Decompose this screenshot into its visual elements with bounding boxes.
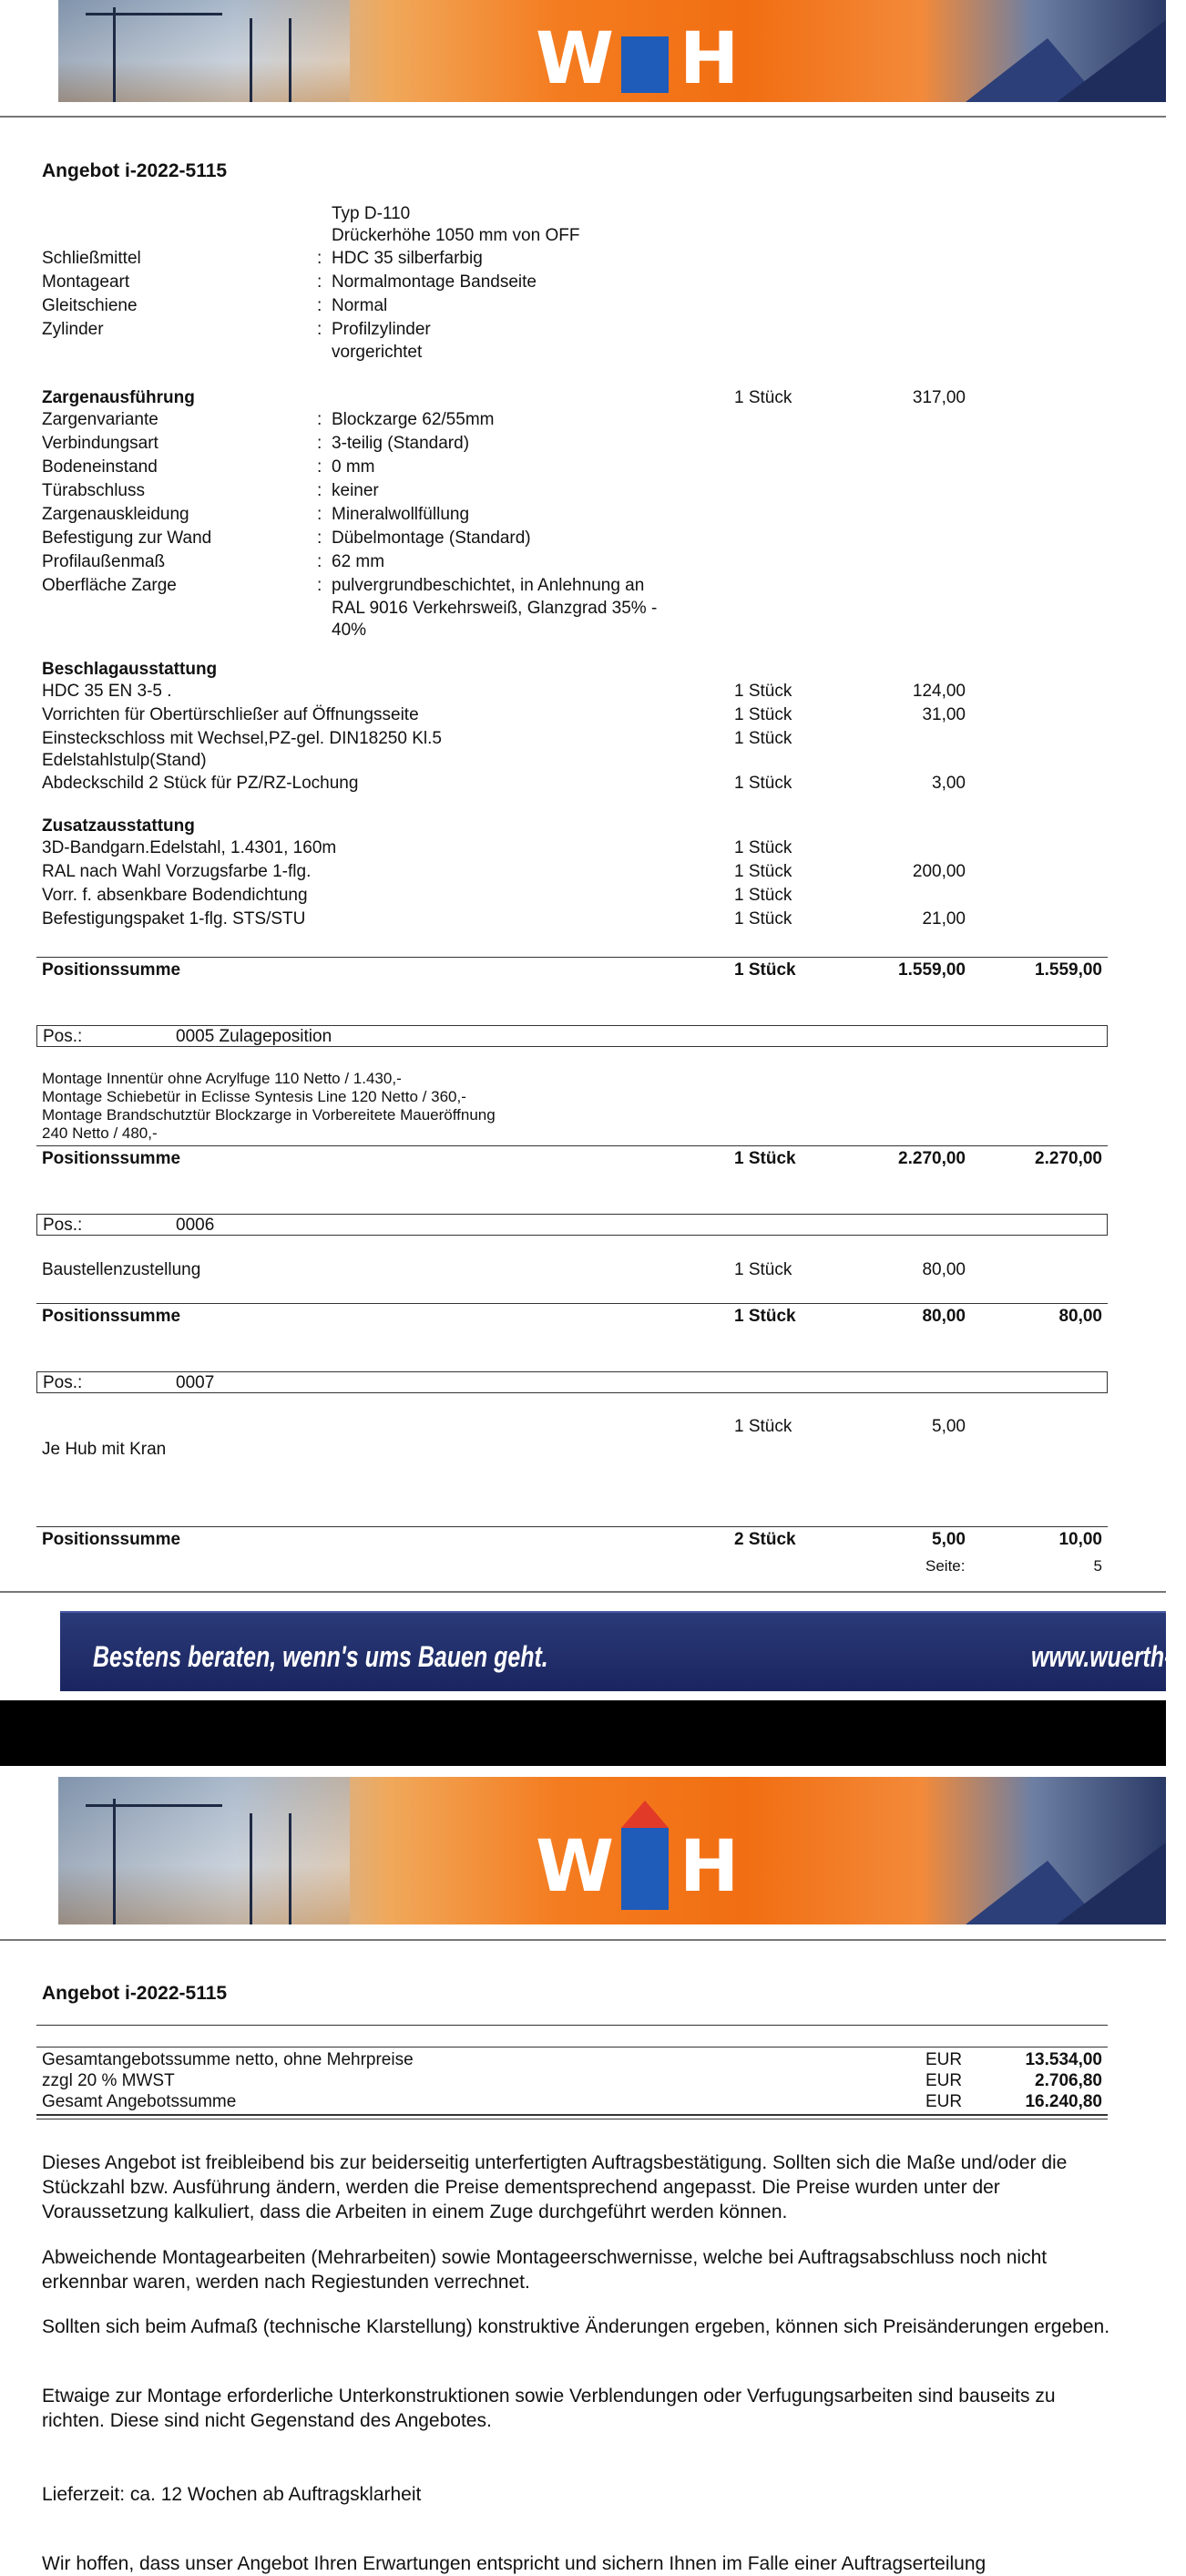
mountain-graphic-dark bbox=[1057, 1842, 1166, 1924]
zargen-colon: : bbox=[317, 481, 322, 500]
position-header bbox=[36, 1214, 1108, 1236]
zusatz-qty: 1 Stück bbox=[734, 838, 792, 857]
mountain-graphic-dark bbox=[1057, 20, 1166, 102]
page-divider bbox=[0, 1591, 1166, 1593]
beschlag-item: HDC 35 EN 3-5 . bbox=[42, 682, 172, 701]
pos-number: 0006 bbox=[176, 1216, 215, 1235]
logo-letter-w: W bbox=[536, 1826, 615, 1908]
beschlag-price: 31,00 bbox=[922, 705, 966, 724]
zargen-colon: : bbox=[317, 576, 322, 595]
pos5-line: Montage Brandschutztür Blockzarge in Vorbereitete Maueröffnung bbox=[42, 1106, 496, 1124]
spec-colon: : bbox=[317, 249, 322, 268]
zargen-value: 0 mm bbox=[332, 457, 375, 477]
scaffold-graphic bbox=[250, 18, 291, 102]
logo-letter-w: W bbox=[536, 18, 615, 100]
pos6-item: Baustellenzustellung bbox=[42, 1260, 201, 1279]
zargen-label: Oberfläche Zarge bbox=[42, 576, 177, 595]
totals-label: zzgl 20 % MWST bbox=[42, 2071, 175, 2090]
position-sum-label: Positionssumme bbox=[42, 1149, 181, 1168]
totals-bottom-rule bbox=[36, 2114, 1108, 2116]
terms-paragraph: Etwaige zur Montage erforderliche Unterkonstruktionen sowie Verblendungen oder Verfugungsarbeiten sind bauseits zu richten. Diese sind nicht Gegenstand des Angebotes. bbox=[42, 2386, 1056, 2431]
totals-label: Gesamt Angebotssumme bbox=[42, 2092, 237, 2111]
zargen-value: 62 mm bbox=[332, 552, 385, 571]
beschlag-price: 124,00 bbox=[912, 682, 966, 701]
pos7-qty: 1 Stück bbox=[734, 1417, 792, 1436]
pos-label: Pos.: bbox=[43, 1373, 83, 1392]
pos-number: 0005 Zulageposition bbox=[176, 1027, 332, 1046]
sum-rule bbox=[36, 957, 1108, 958]
pos5-line: 240 Netto / 480,- bbox=[42, 1124, 158, 1142]
pos7-item: Je Hub mit Kran bbox=[42, 1440, 167, 1459]
section-heading-beschlag: Beschlagausstattung bbox=[42, 660, 218, 679]
zargen-colon: : bbox=[317, 552, 322, 571]
zargen-label: Profilaußenmaß bbox=[42, 552, 166, 571]
beschlag-price: 3,00 bbox=[932, 774, 966, 793]
terms-paragraph: Sollten sich beim Aufmaß (technische Klarstellung) konstruktive Änderungen ergeben, können sich Preisänderungen ergeben. bbox=[42, 2316, 1110, 2337]
totals-currency: EUR bbox=[925, 2071, 963, 2090]
zusatz-item: RAL nach Wahl Vorzugsfarbe 1-flg. bbox=[42, 862, 312, 881]
beschlag-qty: 1 Stück bbox=[734, 729, 792, 748]
crane-graphic bbox=[113, 7, 118, 102]
position-sum-unit: 1.559,00 bbox=[898, 960, 966, 980]
spec-label: Gleitschiene bbox=[42, 296, 138, 315]
page-label: Seite: bbox=[925, 1557, 966, 1575]
zargen-colon: : bbox=[317, 457, 322, 477]
pos5-line: Montage Innentür ohne Acrylfuge 110 Netto / 1.430,- bbox=[42, 1070, 402, 1087]
zargen-label: Türabschluss bbox=[42, 481, 145, 500]
totals-label: Gesamtangebotssumme netto, ohne Mehrpreise bbox=[42, 2050, 414, 2069]
banner-sky bbox=[58, 1777, 350, 1924]
footer-url: www.wuerth-h bbox=[1031, 1640, 1186, 1673]
zargen-value-continued: 40% bbox=[332, 621, 367, 640]
pos-label: Pos.: bbox=[43, 1027, 83, 1046]
zargen-label: Zargenauskleidung bbox=[42, 505, 189, 524]
spec-value: Normalmontage Bandseite bbox=[332, 272, 537, 292]
spec-colon: : bbox=[317, 296, 322, 315]
position-sum-unit: 5,00 bbox=[932, 1530, 966, 1549]
zusatz-item: Vorr. f. absenkbare Bodendichtung bbox=[42, 886, 308, 905]
position-sum-unit: 80,00 bbox=[922, 1307, 966, 1326]
zargen-label: Bodeneinstand bbox=[42, 457, 158, 477]
spec-label: Schließmittel bbox=[42, 249, 141, 268]
company-logo bbox=[525, 1777, 752, 1924]
terms-paragraph: Dieses Angebot ist freibleibend bis zur beiderseitig unterfertigten Auftragsbestätigung. Sollten sich die Maße und/oder die Stückzahl bzw. Ausführung ändern, werden die Preise dementsprechend angepasst. Die Preise wurden unter der Voraussetzung kalkuliert, dass die Arbeiten in einem Zuge durchgeführt werden können. bbox=[42, 2152, 1068, 2222]
zargen-price: 317,00 bbox=[912, 388, 966, 407]
beschlag-item: Einsteckschloss mit Wechsel,PZ-gel. DIN18250 Kl.5 bbox=[42, 729, 442, 748]
position-sum-qty: 1 Stück bbox=[734, 960, 796, 980]
sum-rule bbox=[36, 1526, 1108, 1527]
offer-title: Angebot i-2022-5115 bbox=[42, 160, 228, 181]
spec-type: Typ D-110 bbox=[332, 204, 411, 223]
spec-label: Montageart bbox=[42, 272, 130, 292]
header-divider bbox=[0, 1939, 1166, 1941]
terms-paragraph: Abweichende Montagearbeiten (Mehrarbeiten) sowie Montageerschwernisse, welche bei Auftragsabschluss noch nicht erkennbar waren, werden nach Regiestunden verrechnet. bbox=[42, 2247, 1048, 2293]
spec-value: HDC 35 silberfarbig bbox=[332, 249, 483, 268]
spec-value: Normal bbox=[332, 296, 388, 315]
sum-rule bbox=[36, 1303, 1108, 1304]
totals-value: 13.534,00 bbox=[1025, 2050, 1102, 2069]
position-sum-unit: 2.270,00 bbox=[898, 1149, 966, 1168]
zargen-label: Zargenvariante bbox=[42, 410, 158, 429]
totals-value: 16.240,80 bbox=[1025, 2092, 1102, 2111]
pos6-qty: 1 Stück bbox=[734, 1260, 792, 1279]
beschlag-qty: 1 Stück bbox=[734, 705, 792, 724]
beschlag-item: Abdeckschild 2 Stück für PZ/RZ-Lochung bbox=[42, 774, 359, 793]
zargen-label: Befestigung zur Wand bbox=[42, 529, 212, 548]
logo-letter-h: H bbox=[680, 1826, 740, 1908]
header-banner bbox=[58, 0, 1166, 102]
zargen-colon: : bbox=[317, 410, 322, 429]
position-sum-label: Positionssumme bbox=[42, 960, 181, 980]
position-sum-total: 10,00 bbox=[1058, 1530, 1102, 1549]
spec-handle-height: Drückerhöhe 1050 mm von OFF bbox=[332, 226, 580, 245]
pos-number: 0007 bbox=[176, 1373, 215, 1392]
logo-block-icon bbox=[621, 1828, 669, 1910]
zargen-value: Dübelmontage (Standard) bbox=[332, 529, 531, 548]
position-sum-label: Positionssumme bbox=[42, 1307, 181, 1326]
zusatz-item: Befestigungspaket 1-flg. STS/STU bbox=[42, 909, 306, 929]
position-sum-total: 1.559,00 bbox=[1035, 960, 1102, 980]
crane-boom bbox=[86, 13, 222, 15]
page-separator bbox=[0, 1700, 1166, 1766]
zargen-label: Verbindungsart bbox=[42, 434, 158, 453]
pos-label: Pos.: bbox=[43, 1216, 83, 1235]
zusatz-qty: 1 Stück bbox=[734, 886, 792, 905]
header-banner bbox=[58, 1777, 1166, 1924]
header-divider bbox=[0, 116, 1166, 118]
zargen-value: Blockzarge 62/55mm bbox=[332, 410, 495, 429]
zargen-value-continued: RAL 9016 Verkehrsweiß, Glanzgrad 35% - bbox=[332, 599, 658, 618]
zargen-value: Mineralwollfüllung bbox=[332, 505, 470, 524]
spec-colon: : bbox=[317, 320, 322, 339]
sum-rule bbox=[36, 1145, 1108, 1146]
zusatz-price: 21,00 bbox=[922, 909, 966, 929]
totals-currency: EUR bbox=[925, 2050, 963, 2069]
position-header bbox=[36, 1025, 1108, 1047]
zusatz-item: 3D-Bandgarn.Edelstahl, 1.4301, 160m bbox=[42, 838, 337, 857]
footer-slogan: Bestens beraten, wenn's ums Bauen geht. bbox=[93, 1640, 548, 1673]
company-logo bbox=[525, 0, 752, 102]
crane-graphic bbox=[113, 1799, 118, 1924]
logo-block-icon bbox=[621, 36, 669, 93]
zusatz-qty: 1 Stück bbox=[734, 909, 792, 929]
delivery-time: Lieferzeit: ca. 12 Wochen ab Auftragsklarheit bbox=[42, 2484, 422, 2505]
beschlag-qty: 1 Stück bbox=[734, 682, 792, 701]
scaffold-graphic bbox=[250, 1813, 291, 1924]
spec-value-continued: vorgerichtet bbox=[332, 343, 423, 362]
position-sum-qty: 2 Stück bbox=[734, 1530, 796, 1549]
position-sum-qty: 1 Stück bbox=[734, 1149, 796, 1168]
pos6-price: 80,00 bbox=[922, 1260, 966, 1279]
totals-value: 2.706,80 bbox=[1035, 2071, 1102, 2090]
position-sum-total: 80,00 bbox=[1058, 1307, 1102, 1326]
totals-top-rule bbox=[36, 2025, 1108, 2026]
zargen-value: 3-teilig (Standard) bbox=[332, 434, 470, 453]
pos5-line: Montage Schiebetür in Eclisse Syntesis Line 120 Netto / 360,- bbox=[42, 1088, 466, 1105]
position-sum-label: Positionssumme bbox=[42, 1530, 181, 1549]
crane-boom bbox=[86, 1804, 222, 1807]
zargen-value: pulvergrundbeschichtet, in Anlehnung an bbox=[332, 576, 645, 595]
spec-colon: : bbox=[317, 272, 322, 292]
logo-roof-icon bbox=[621, 1801, 669, 1828]
beschlag-qty: 1 Stück bbox=[734, 774, 792, 793]
zargen-value: keiner bbox=[332, 481, 379, 500]
position-sum-qty: 1 Stück bbox=[734, 1307, 796, 1326]
totals-currency: EUR bbox=[925, 2092, 963, 2111]
zusatz-price: 200,00 bbox=[912, 862, 966, 881]
position-sum-total: 2.270,00 bbox=[1035, 1149, 1102, 1168]
zargen-colon: : bbox=[317, 434, 322, 453]
spec-label: Zylinder bbox=[42, 320, 104, 339]
offer-title: Angebot i-2022-5115 bbox=[42, 1983, 228, 2004]
pos7-price: 5,00 bbox=[932, 1417, 966, 1436]
logo-letter-h: H bbox=[680, 18, 740, 100]
footer-banner bbox=[60, 1611, 1186, 1691]
zargen-colon: : bbox=[317, 529, 322, 548]
spec-value: Profilzylinder bbox=[332, 320, 431, 339]
beschlag-item: Vorrichten für Obertürschließer auf Öffnungsseite bbox=[42, 705, 419, 724]
page-number: 5 bbox=[1093, 1557, 1102, 1575]
beschlag-item: Edelstahlstulp(Stand) bbox=[42, 751, 207, 770]
section-heading-zargen: Zargenausführung bbox=[42, 388, 195, 407]
zusatz-qty: 1 Stück bbox=[734, 862, 792, 881]
position-header bbox=[36, 1371, 1108, 1393]
closing-text: Wir hoffen, dass unser Angebot Ihren Erwartungen entspricht und sichern Ihnen im Falle einer Auftragserteilung bbox=[42, 2553, 987, 2574]
zargen-colon: : bbox=[317, 505, 322, 524]
zargen-qty: 1 Stück bbox=[734, 388, 792, 407]
section-heading-zusatz: Zusatzausstattung bbox=[42, 816, 195, 836]
